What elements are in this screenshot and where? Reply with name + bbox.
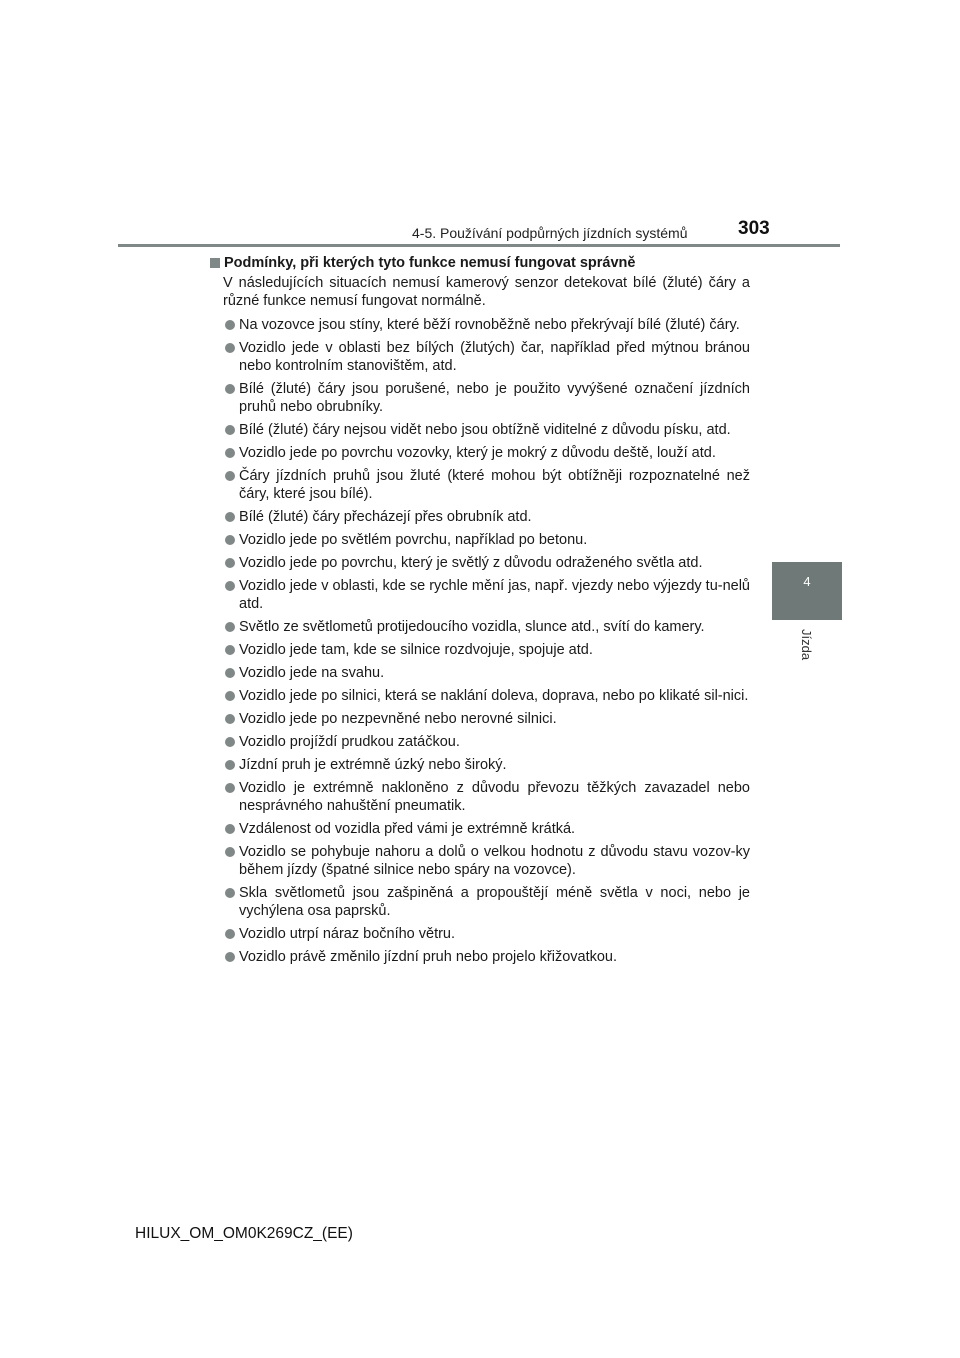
list-item: [210, 577, 750, 613]
list-item-text: Vozidlo právě změnilo jízdní pruh nebo projelo křižovatkou.: [239, 949, 618, 965]
chapter-label: [800, 629, 820, 673]
list-item: [210, 820, 750, 838]
list-item: [210, 756, 750, 774]
list-item: [210, 948, 750, 966]
circle-bullet-icon: [225, 888, 235, 898]
list-item-text: Vzdálenost od vozidla před vámi je extrémně krátká.: [239, 821, 576, 837]
circle-bullet-icon: [225, 581, 235, 591]
list-item-text: Bílé (žluté) čáry jsou porušené, nebo je použito vyvýšené označení jízdních pruhů nebo obrubníky.: [239, 381, 750, 415]
square-bullet-icon: [210, 258, 220, 268]
list-item-text: Jízdní pruh je extrémně úzký nebo široký.: [239, 757, 507, 773]
list-item-text: Vozidlo jede tam, kde se silnice rozdvojuje, spojuje atd.: [239, 642, 593, 658]
section-heading: [210, 254, 750, 272]
circle-bullet-icon: [225, 783, 235, 793]
circle-bullet-icon: [225, 824, 235, 834]
list-item: [210, 316, 750, 334]
list-item-text: Vozidlo jede po světlém povrchu, například po betonu.: [239, 532, 588, 548]
chapter-tab: [772, 562, 842, 620]
list-item-text: Bílé (žluté) čáry přecházejí přes obrubník atd.: [239, 509, 532, 525]
list-item: [210, 467, 750, 503]
circle-bullet-icon: [225, 714, 235, 724]
list-item-text: Vozidlo projíždí prudkou zatáčkou.: [239, 734, 460, 750]
list-item: [210, 531, 750, 549]
circle-bullet-icon: [225, 535, 235, 545]
circle-bullet-icon: [225, 425, 235, 435]
circle-bullet-icon: [225, 737, 235, 747]
list-item: [210, 710, 750, 728]
list-item-text: Vozidlo jede po povrchu vozovky, který je mokrý z důvodu deště, louží atd.: [239, 445, 716, 461]
circle-bullet-icon: [225, 320, 235, 330]
list-item-text: Vozidlo jede v oblasti bez bílých (žlutých) čar, například před mýtnou bránou nebo kontrolním stanovištěm, atd.: [239, 340, 750, 374]
list-item: [210, 618, 750, 636]
list-item-text: Vozidlo jede po silnici, která se naklání doleva, doprava, nebo po klikaté sil-nici.: [239, 688, 749, 704]
circle-bullet-icon: [225, 512, 235, 522]
circle-bullet-icon: [225, 760, 235, 770]
list-item: [210, 687, 750, 705]
list-item-text: Vozidlo jede po povrchu, který je světlý z důvodu odraženého světla atd.: [239, 555, 703, 571]
list-item: [210, 664, 750, 682]
circle-bullet-icon: [225, 668, 235, 678]
circle-bullet-icon: [225, 645, 235, 655]
list-item: [210, 884, 750, 920]
list-item: [210, 554, 750, 572]
list-item: [210, 444, 750, 462]
running-header-title: 4-5. Používání podpůrných jízdních systémů: [412, 225, 688, 241]
list-item-text: Skla světlometů jsou zašpiněná a propouštějí méně světla v noci, nebo je vychýlena osa paprsků.: [239, 885, 750, 919]
list-item: [210, 380, 750, 416]
circle-bullet-icon: [225, 384, 235, 394]
circle-bullet-icon: [225, 471, 235, 481]
circle-bullet-icon: [225, 691, 235, 701]
list-item-text: Vozidlo jede po nezpevněné nebo nerovné silnici.: [239, 711, 557, 727]
conditions-section: [210, 254, 750, 971]
list-item-text: Vozidlo jede v oblasti, kde se rychle mění jas, např. vjezdy nebo výjezdy tu-nelů atd.: [239, 578, 750, 612]
list-item: [210, 733, 750, 751]
list-item: [210, 779, 750, 815]
list-item-text: Bílé (žluté) čáry nejsou vidět nebo jsou obtížně viditelné z důvodu písku, atd.: [239, 422, 731, 438]
list-item: [210, 339, 750, 375]
circle-bullet-icon: [225, 558, 235, 568]
header-divider: [118, 244, 840, 247]
chapter-number: 4: [803, 574, 811, 589]
list-item: [210, 843, 750, 879]
circle-bullet-icon: [225, 622, 235, 632]
list-item: [210, 508, 750, 526]
list-item-text: Vozidlo jede na svahu.: [239, 665, 385, 681]
chapter-label-text: Jízda: [799, 629, 814, 661]
list-item-text: Světlo ze světlometů protijedoucího vozidla, slunce atd., svítí do kamery.: [239, 619, 705, 635]
section-heading-text: Podmínky, při kterých tyto funkce nemusí fungovat správně: [224, 255, 636, 271]
list-item: [210, 925, 750, 943]
circle-bullet-icon: [225, 952, 235, 962]
conditions-list: [210, 316, 750, 966]
list-item-text: Čáry jízdních pruhů jsou žluté (které mohou být obtížněji rozpoznatelné než čáry, které jsou bílé).: [239, 468, 750, 502]
list-item-text: Vozidlo utrpí náraz bočního větru.: [239, 926, 456, 942]
circle-bullet-icon: [225, 343, 235, 353]
section-intro: V následujících situacích nemusí kamerový senzor detekovat bílé (žluté) čáry a různé funkce nemusí fungovat normálně.: [223, 275, 750, 309]
circle-bullet-icon: [225, 929, 235, 939]
list-item-text: Vozidlo se pohybuje nahoru a dolů o velkou hodnotu z důvodu stavu vozov-ky během jízdy (špatné silnice nebo spáry na vozovce).: [239, 844, 750, 878]
circle-bullet-icon: [225, 448, 235, 458]
circle-bullet-icon: [225, 847, 235, 857]
list-item-text: Vozidlo je extrémně nakloněno z důvodu převozu těžkých zavazadel nebo nesprávného nahuštění pneumatik.: [239, 780, 750, 814]
list-item-text: Na vozovce jsou stíny, které běží rovnoběžně nebo překrývají bílé (žluté) čáry.: [239, 317, 740, 333]
list-item: [210, 641, 750, 659]
page-number: 303: [738, 218, 770, 239]
list-item: [210, 421, 750, 439]
document-code: HILUX_OM_OM0K269CZ_(EE): [135, 1225, 353, 1242]
